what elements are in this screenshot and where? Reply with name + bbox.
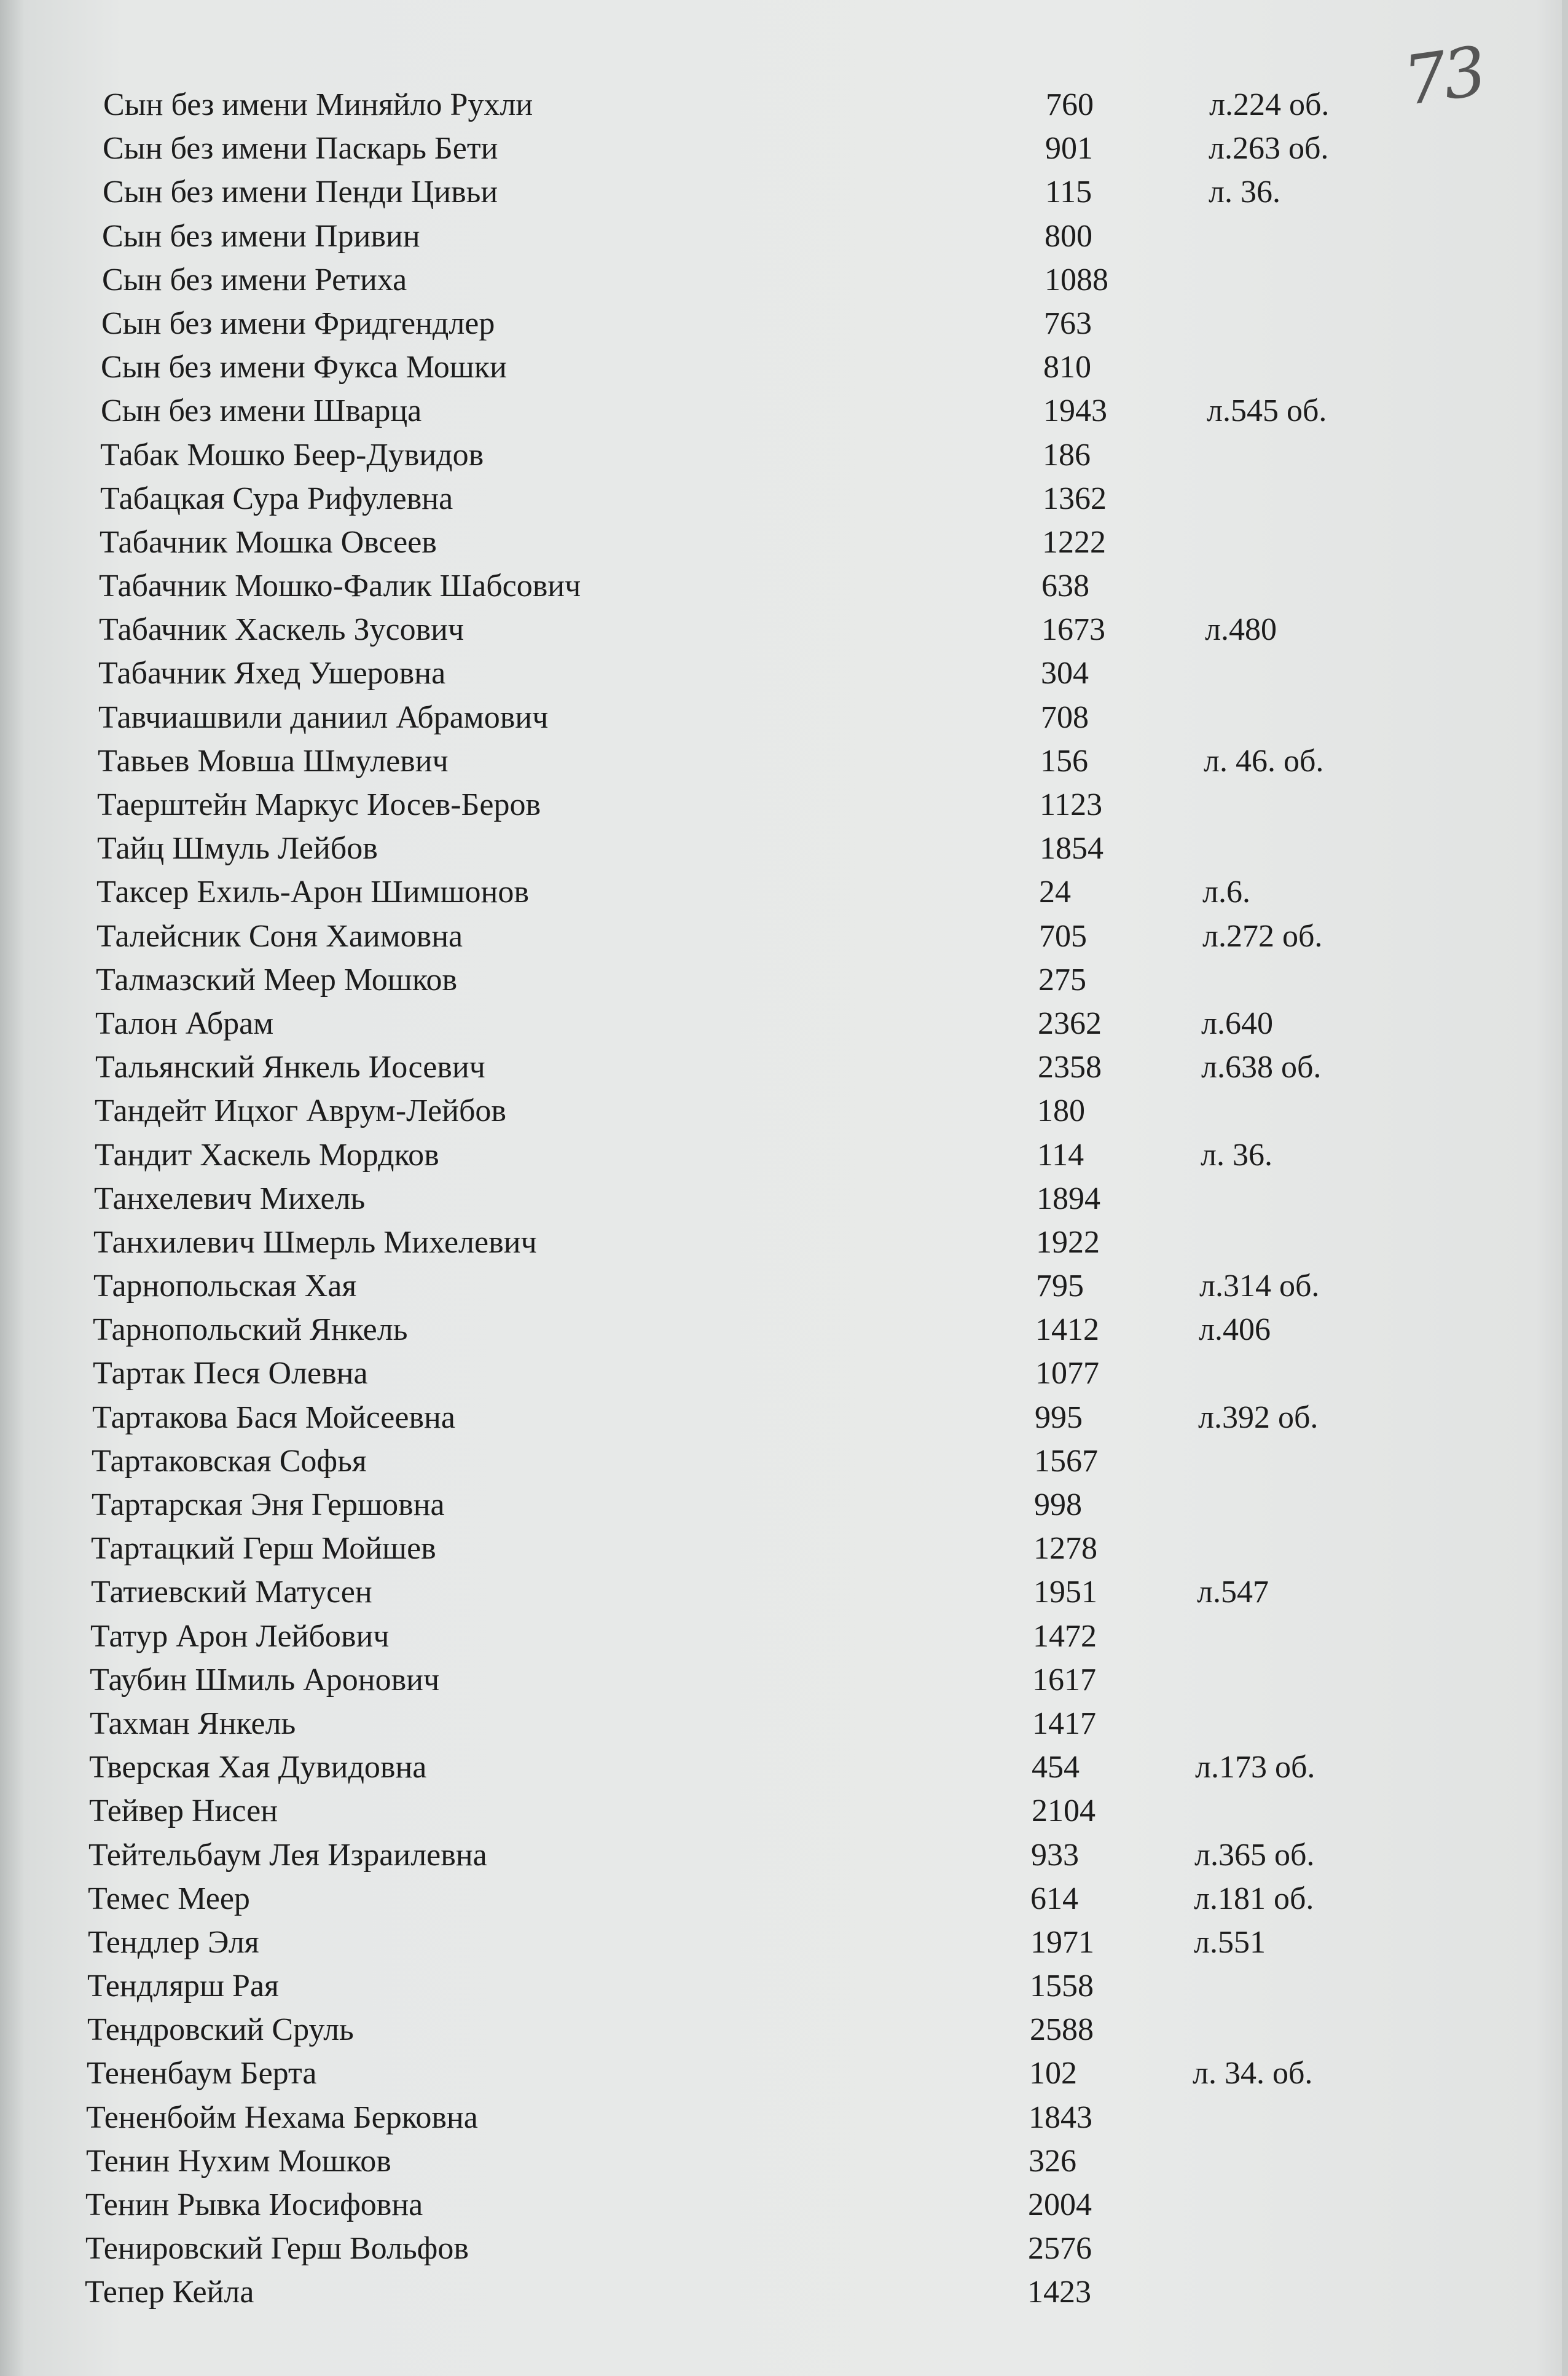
list-item bbox=[0, 1483, 1568, 1527]
list-item bbox=[0, 564, 1568, 608]
entry-number: 1417 bbox=[1032, 1705, 1096, 1741]
entry-number: 614 bbox=[1030, 1881, 1078, 1916]
entry-name: Табачник Мошко-Фалик Шабсович bbox=[99, 568, 581, 604]
entry-name: Тартацкий Герш Мойшев bbox=[91, 1531, 436, 1567]
list-item bbox=[0, 1702, 1568, 1745]
entry-number: 1617 bbox=[1032, 1662, 1096, 1697]
entry-ref: л.365 об. bbox=[1194, 1837, 1315, 1873]
list-item bbox=[0, 1570, 1568, 1614]
list-item bbox=[0, 2096, 1568, 2139]
entry-number: 1077 bbox=[1035, 1356, 1099, 1391]
entry-name: Табак Мошко Беер-Дувидов bbox=[100, 437, 484, 473]
entry-name: Тартак Песя Олевна bbox=[93, 1356, 368, 1391]
entry-name: Темес Меер bbox=[88, 1881, 250, 1916]
list-item bbox=[0, 1658, 1568, 1702]
list-item bbox=[0, 1877, 1568, 1921]
entry-name: Тенин Нухим Мошков bbox=[86, 2143, 391, 2179]
list-item bbox=[0, 433, 1568, 477]
entry-number: 2004 bbox=[1028, 2187, 1092, 2222]
entry-name: Сын без имени Фукса Мошки bbox=[101, 350, 507, 385]
list-item bbox=[0, 258, 1568, 302]
list-item bbox=[0, 870, 1568, 914]
list-item bbox=[0, 1045, 1568, 1089]
entry-number: 1971 bbox=[1030, 1924, 1094, 1960]
list-item bbox=[0, 1833, 1568, 1877]
entry-name: Сын без имени Ретиха bbox=[102, 262, 407, 297]
entry-ref: л.272 об. bbox=[1202, 918, 1323, 954]
entry-number: 1558 bbox=[1030, 1969, 1094, 2004]
list-item bbox=[0, 958, 1568, 1002]
list-item bbox=[0, 214, 1568, 258]
list-item bbox=[0, 1527, 1568, 1570]
entry-ref: л.314 об. bbox=[1199, 1269, 1320, 1304]
entry-name: Табачник Мошка Овсеев bbox=[100, 524, 437, 560]
entry-number: 454 bbox=[1032, 1750, 1080, 1785]
entry-number: 795 bbox=[1036, 1269, 1084, 1304]
entry-number: 114 bbox=[1037, 1137, 1084, 1173]
entry-name: Сын без имени Привин bbox=[102, 218, 420, 254]
list-item bbox=[0, 1308, 1568, 1351]
entry-ref: л. 36. bbox=[1201, 1137, 1272, 1173]
entry-name: Табацкая Сура Рифулевна bbox=[100, 481, 453, 516]
entry-name: Тверская Хая Дувидовна bbox=[89, 1750, 427, 1785]
entry-list bbox=[0, 83, 1568, 2315]
entry-name: Таксер Ехиль-Арон Шимшонов bbox=[96, 875, 529, 910]
entry-name: Тарнопольский Янкель bbox=[93, 1312, 408, 1348]
entry-name: Табачник Яхед Ушеровна bbox=[98, 656, 446, 691]
handwritten-page-number: 73 bbox=[1398, 31, 1488, 121]
entry-number: 156 bbox=[1040, 743, 1088, 779]
list-item bbox=[0, 1396, 1568, 1439]
list-item bbox=[0, 389, 1568, 433]
entry-number: 760 bbox=[1046, 87, 1094, 122]
entry-name: Тарнопольская Хая bbox=[93, 1269, 357, 1304]
list-item bbox=[0, 1351, 1568, 1395]
entry-number: 1472 bbox=[1033, 1618, 1097, 1654]
list-item bbox=[0, 1264, 1568, 1308]
entry-name: Тандит Хаскель Мордков bbox=[95, 1137, 439, 1173]
entry-number: 1943 bbox=[1043, 393, 1107, 429]
entry-name: Тартаковская Софья bbox=[92, 1443, 367, 1479]
entry-name: Тендровский Сруль bbox=[87, 2012, 354, 2048]
entry-name: Тандейт Ицхог Аврум-Лейбов bbox=[95, 1093, 506, 1129]
entry-number: 186 bbox=[1043, 437, 1091, 473]
entry-number: 2358 bbox=[1038, 1050, 1102, 1085]
list-item bbox=[0, 1089, 1568, 1133]
entry-ref: л.547 bbox=[1197, 1575, 1269, 1610]
list-item bbox=[0, 1745, 1568, 1789]
entry-number: 1673 bbox=[1041, 612, 1105, 648]
list-item bbox=[0, 477, 1568, 521]
list-item bbox=[0, 2008, 1568, 2051]
list-item bbox=[0, 1789, 1568, 1833]
entry-number: 1922 bbox=[1036, 1224, 1100, 1260]
entry-number: 2104 bbox=[1032, 1793, 1096, 1829]
list-item bbox=[0, 2139, 1568, 2183]
entry-ref: л.181 об. bbox=[1194, 1881, 1314, 1916]
entry-number: 2576 bbox=[1028, 2231, 1092, 2267]
list-item bbox=[0, 1615, 1568, 1658]
list-item bbox=[0, 1439, 1568, 1483]
entry-number: 180 bbox=[1037, 1093, 1085, 1129]
entry-name: Талон Абрам bbox=[95, 1005, 274, 1041]
entry-number: 275 bbox=[1038, 962, 1086, 997]
entry-ref: л.392 об. bbox=[1198, 1399, 1319, 1435]
list-item bbox=[0, 608, 1568, 651]
entry-number: 1951 bbox=[1033, 1575, 1097, 1610]
entry-number: 1894 bbox=[1037, 1181, 1100, 1216]
entry-number: 1567 bbox=[1034, 1443, 1098, 1479]
list-item bbox=[0, 521, 1568, 564]
entry-ref: л.173 об. bbox=[1195, 1750, 1315, 1785]
entry-number: 1088 bbox=[1045, 262, 1108, 297]
entry-number: 1123 bbox=[1040, 787, 1103, 822]
entry-name: Таубин Шмиль Аронович bbox=[90, 1662, 440, 1697]
entry-number: 1843 bbox=[1029, 2099, 1092, 2135]
list-item bbox=[0, 345, 1568, 389]
entry-ref: л.638 об. bbox=[1201, 1050, 1322, 1085]
entry-name: Тендлярш Рая bbox=[87, 1969, 279, 2004]
entry-name: Сын без имени Миняйло Рухли bbox=[103, 87, 533, 122]
entry-number: 901 bbox=[1045, 131, 1093, 167]
entry-name: Тененбаум Берта bbox=[87, 2056, 317, 2091]
entry-number: 326 bbox=[1029, 2143, 1076, 2179]
entry-number: 1854 bbox=[1040, 831, 1103, 867]
entry-ref: л.224 об. bbox=[1209, 87, 1330, 122]
entry-number: 1222 bbox=[1042, 524, 1106, 560]
entry-name: Танхелевич Михель bbox=[94, 1181, 366, 1216]
entry-name: Тененбойм Нехама Берковна bbox=[86, 2099, 478, 2135]
entry-ref: л.480 bbox=[1205, 612, 1277, 648]
entry-ref: л. 36. bbox=[1209, 175, 1280, 210]
list-item bbox=[0, 1133, 1568, 1177]
entry-name: Тавьев Мовша Шмулевич bbox=[98, 743, 449, 779]
entry-ref: л.640 bbox=[1201, 1005, 1273, 1041]
entry-number: 638 bbox=[1041, 568, 1089, 604]
entry-name: Талмазский Меер Мошков bbox=[96, 962, 457, 997]
entry-number: 1423 bbox=[1027, 2275, 1091, 2310]
entry-number: 24 bbox=[1039, 875, 1071, 910]
list-item bbox=[0, 127, 1568, 170]
entry-name: Тенировский Герш Вольфов bbox=[85, 2231, 469, 2267]
entry-name: Тенин Рывка Иосифовна bbox=[85, 2187, 423, 2222]
entry-number: 995 bbox=[1035, 1399, 1083, 1435]
list-item bbox=[0, 2227, 1568, 2270]
entry-name: Сын без имени Шварца bbox=[101, 393, 422, 429]
entry-name: Тартакова Бася Мойсеевна bbox=[92, 1399, 455, 1435]
entry-number: 763 bbox=[1044, 305, 1092, 341]
list-item bbox=[0, 1002, 1568, 1045]
list-item bbox=[0, 1964, 1568, 2008]
entry-name: Тальянский Янкель Иосевич bbox=[95, 1050, 485, 1085]
list-item bbox=[0, 739, 1568, 783]
entry-number: 1278 bbox=[1033, 1531, 1097, 1567]
list-item bbox=[0, 2183, 1568, 2227]
entry-ref: л.263 об. bbox=[1209, 131, 1329, 167]
entry-number: 1412 bbox=[1035, 1312, 1099, 1348]
entry-number: 810 bbox=[1043, 350, 1091, 385]
list-item bbox=[0, 827, 1568, 870]
list-item bbox=[0, 83, 1568, 127]
entry-name: Сын без имени Паскарь Бети bbox=[103, 131, 498, 167]
entry-name: Тартарская Эня Гершовна bbox=[92, 1487, 445, 1522]
entry-number: 1362 bbox=[1043, 481, 1107, 516]
entry-name: Татиевский Матусен bbox=[91, 1575, 372, 1610]
entry-number: 708 bbox=[1041, 699, 1089, 735]
entry-number: 102 bbox=[1029, 2056, 1077, 2091]
entry-name: Сын без имени Пенди Цивьи bbox=[103, 175, 498, 210]
entry-ref: л.545 об. bbox=[1207, 393, 1327, 429]
entry-ref: л.406 bbox=[1199, 1312, 1271, 1348]
entry-ref: л. 34. об. bbox=[1193, 2056, 1313, 2091]
entry-number: 933 bbox=[1031, 1837, 1079, 1873]
entry-number: 115 bbox=[1045, 175, 1092, 210]
entry-number: 2588 bbox=[1030, 2012, 1094, 2048]
entry-name: Танхилевич Шмерль Михелевич bbox=[93, 1224, 537, 1260]
list-item bbox=[0, 651, 1568, 695]
entry-name: Тахман Янкель bbox=[90, 1705, 296, 1741]
entry-number: 800 bbox=[1045, 218, 1092, 254]
entry-name: Сын без имени Фридгендлер bbox=[101, 305, 495, 341]
list-item bbox=[0, 2270, 1568, 2314]
entry-name: Тендлер Эля bbox=[88, 1924, 259, 1960]
entry-name: Табачник Хаскель Зусович bbox=[99, 612, 465, 648]
list-item bbox=[0, 783, 1568, 827]
entry-name: Тейвер Нисен bbox=[89, 1793, 278, 1829]
entry-name: Тавчиашвили даниил Абрамович bbox=[98, 699, 549, 735]
entry-number: 998 bbox=[1034, 1487, 1082, 1522]
entry-ref: л. 46. об. bbox=[1204, 743, 1324, 779]
entry-name: Таерштейн Маркус Иосев-Беров bbox=[97, 787, 541, 822]
entry-number: 2362 bbox=[1038, 1005, 1102, 1041]
entry-name: Тайц Шмуль Лейбов bbox=[97, 831, 378, 867]
list-item bbox=[0, 302, 1568, 345]
list-item bbox=[0, 1921, 1568, 1964]
list-item bbox=[0, 1221, 1568, 1264]
entry-ref: л.6. bbox=[1202, 875, 1250, 910]
list-item bbox=[0, 2051, 1568, 2095]
entry-name: Тепер Кейла bbox=[85, 2275, 254, 2310]
entry-ref: л.551 bbox=[1194, 1924, 1266, 1960]
entry-number: 304 bbox=[1041, 656, 1089, 691]
entry-name: Тейтельбаум Лея Израилевна bbox=[88, 1837, 487, 1873]
list-item bbox=[0, 1177, 1568, 1221]
page-edge bbox=[1562, 0, 1568, 2376]
list-item bbox=[0, 696, 1568, 739]
list-item bbox=[0, 915, 1568, 958]
entry-name: Талейсник Соня Хаимовна bbox=[96, 918, 463, 954]
entry-number: 705 bbox=[1039, 918, 1087, 954]
entry-name: Татур Арон Лейбович bbox=[90, 1618, 390, 1654]
list-item bbox=[0, 170, 1568, 214]
